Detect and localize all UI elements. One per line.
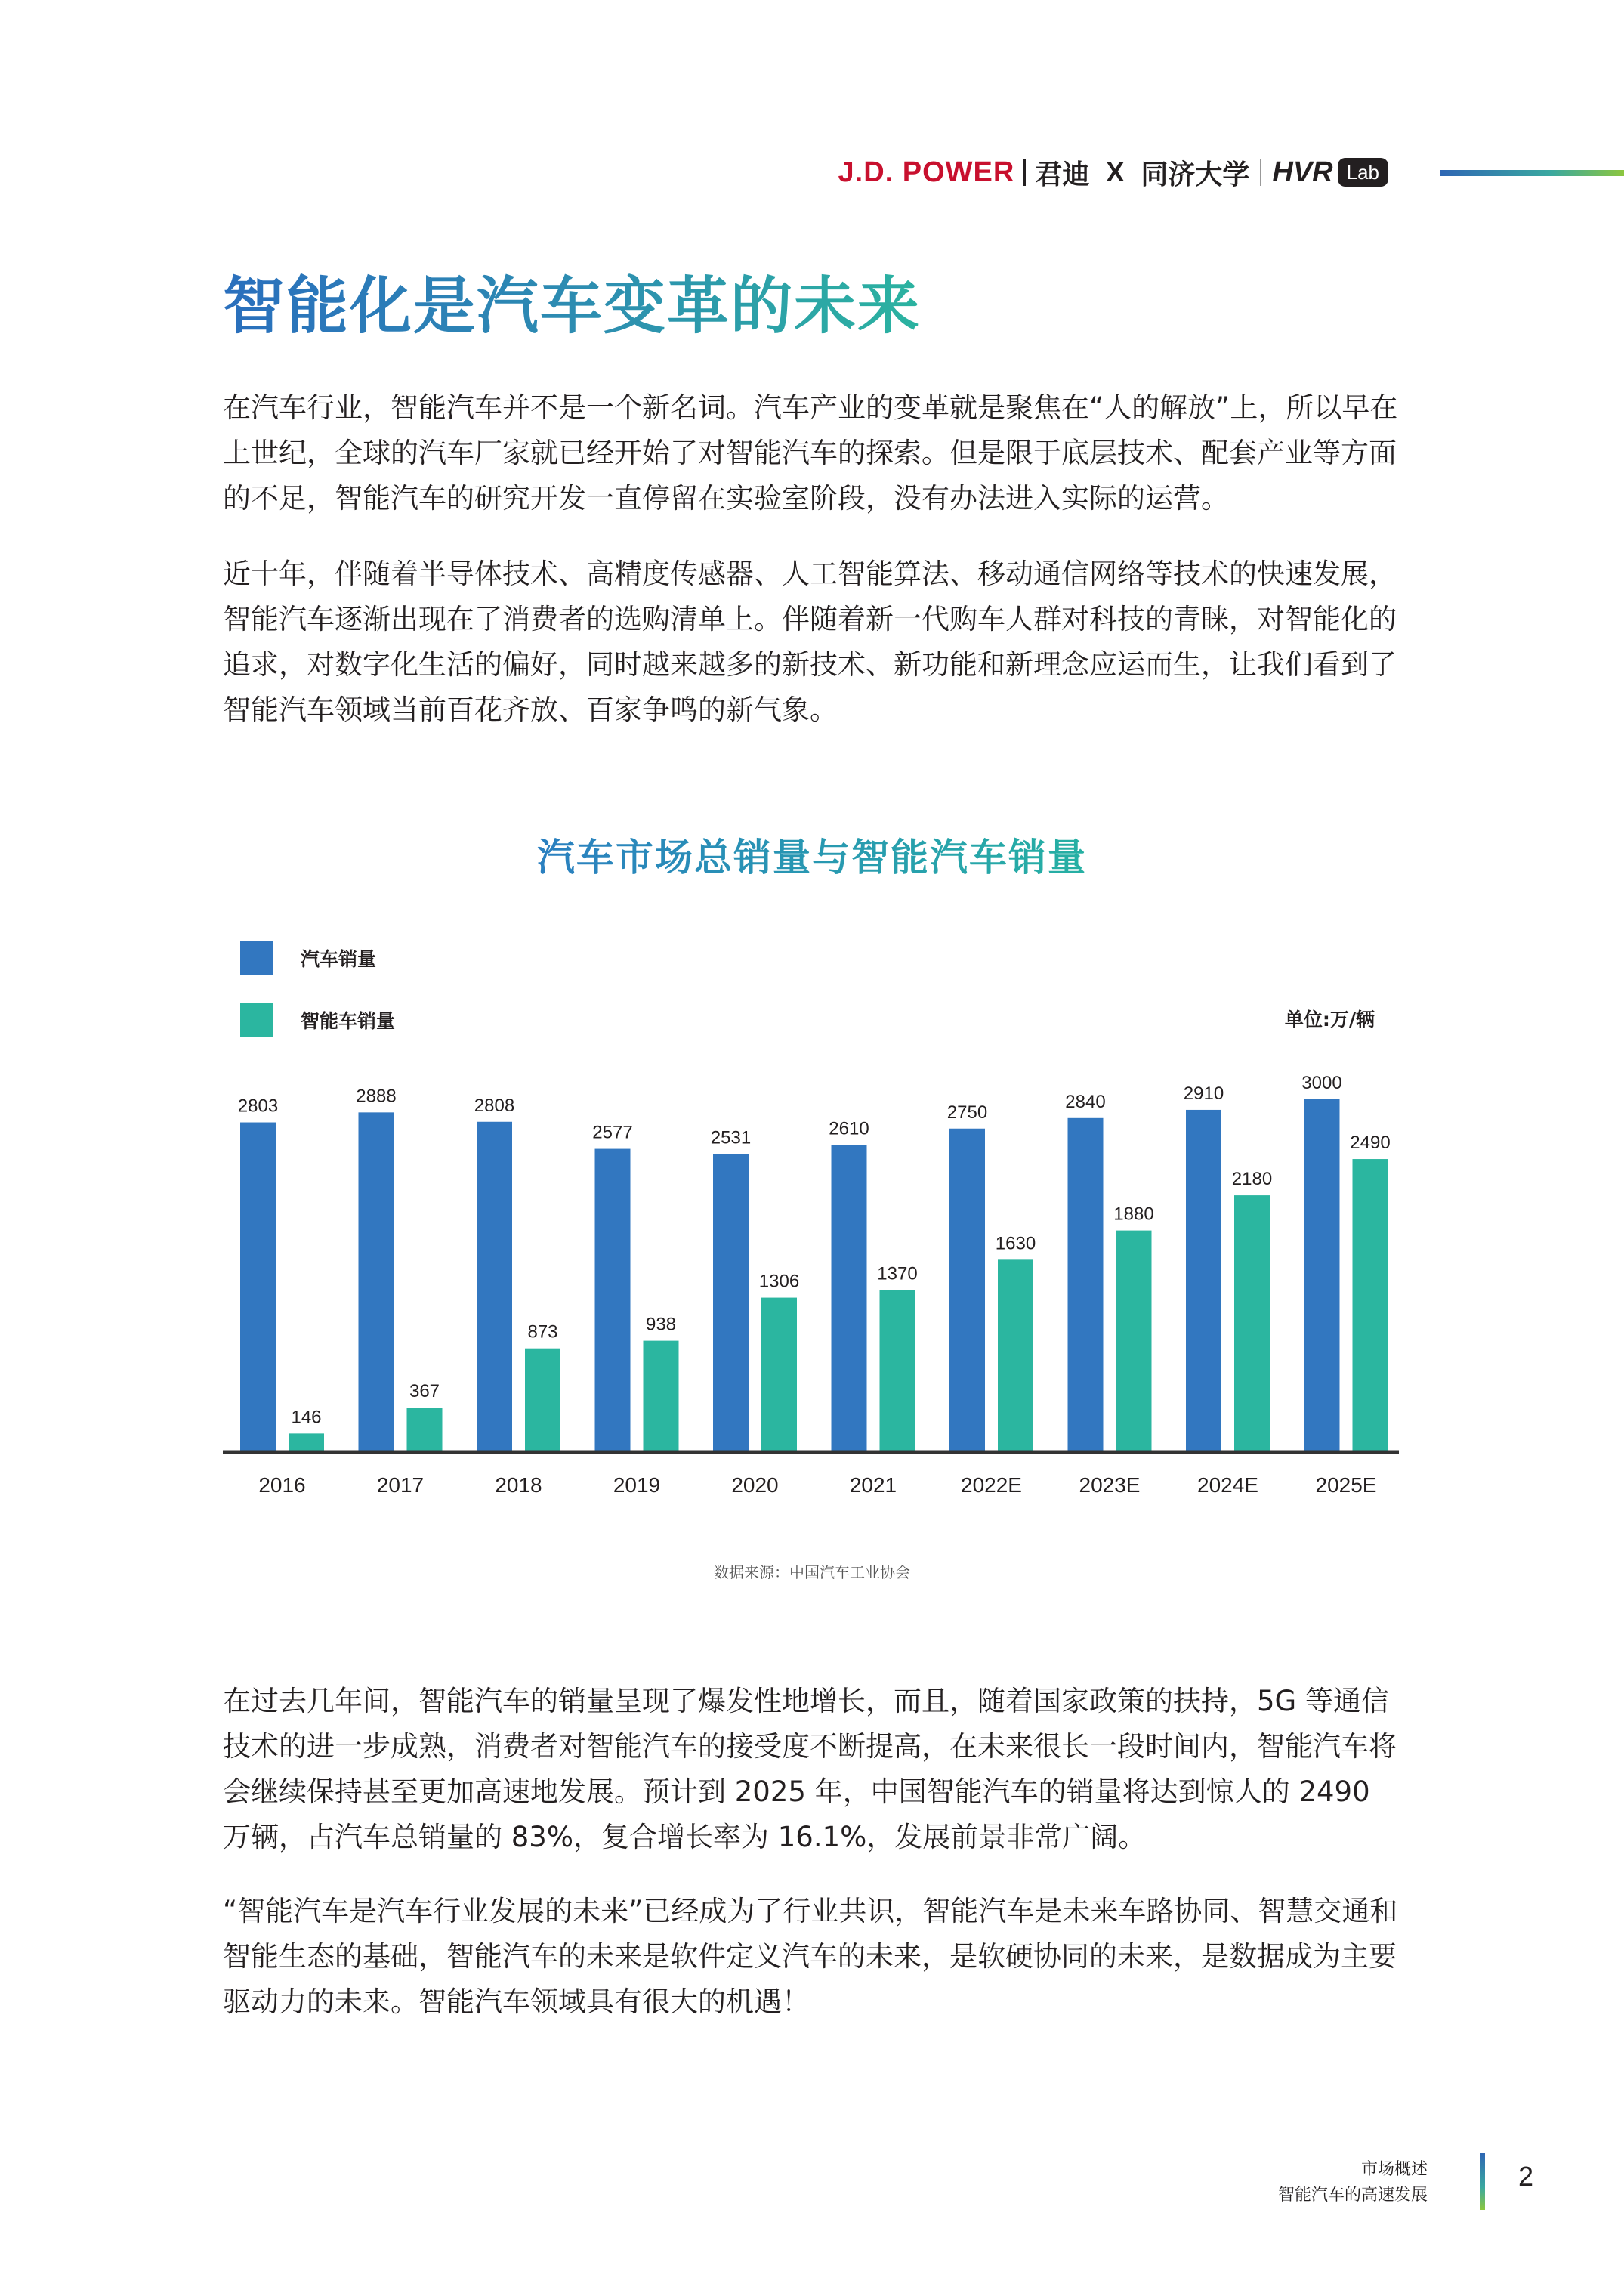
brand-cn: 君迪 [1035, 159, 1090, 190]
data-label-car-sales: 2577 [592, 1122, 633, 1143]
bar-car-sales [1304, 1099, 1340, 1451]
partner-name: 同济大学 [1141, 159, 1250, 190]
data-label-car-sales: 2910 [1183, 1083, 1224, 1104]
data-label-car-sales: 2808 [474, 1095, 515, 1116]
legend-swatch-smart-car-sales [240, 1003, 273, 1037]
jd-power-logo: J.D. POWER [838, 156, 1015, 188]
bar-smart-car-sales [1234, 1195, 1270, 1451]
x-tick-label: 2018 [495, 1473, 542, 1497]
data-label-smart-car-sales: 1880 [1113, 1204, 1154, 1225]
bar-car-sales [713, 1154, 749, 1451]
data-label-car-sales: 3000 [1301, 1073, 1342, 1093]
bar-car-sales [240, 1123, 276, 1451]
x-tick-label: 2025E [1315, 1473, 1377, 1497]
bar-car-sales [477, 1122, 512, 1451]
bar-smart-car-sales [525, 1349, 560, 1451]
paragraph-3: 在过去几年间，智能汽车的销量呈现了爆发性地增长，而且，随着国家政策的扶持，5G 等通信技术的进一步成熟，消费者对智能汽车的接受度不断提高，在未来很长一段时间内，智能汽车将会继续保持甚至更加高速地发展。预计到 2025 年，中国智能汽车的销量将达到惊人的 2490 万辆，占汽车总销量的 83%，复合增长率为 16.1%，发展前景非常广阔。 [223, 1685, 1397, 1853]
data-label-smart-car-sales: 146 [291, 1407, 322, 1428]
header-logo [838, 150, 1388, 195]
chart-title: 汽车市场总销量与智能汽车销量 [537, 836, 1087, 879]
data-label-car-sales: 2531 [710, 1127, 752, 1148]
x-tick-label: 2020 [731, 1473, 779, 1497]
footer-section: 市场概述 [1360, 2160, 1428, 2179]
bar-smart-car-sales [880, 1290, 915, 1451]
bar-smart-car-sales [289, 1433, 324, 1451]
bar-car-sales [949, 1129, 985, 1451]
bar-smart-car-sales [407, 1408, 443, 1451]
lab-badge: Lab [1338, 158, 1388, 187]
chart-unit: 单位:万/辆 [1284, 1009, 1375, 1031]
data-label-smart-car-sales: 2490 [1350, 1133, 1391, 1154]
bar-smart-car-sales [1116, 1231, 1152, 1451]
collab-x: X [1106, 156, 1125, 187]
data-label-car-sales: 2803 [237, 1096, 279, 1117]
bar-car-sales [1186, 1110, 1221, 1451]
hvr-logo: HVR [1272, 156, 1333, 188]
data-label-car-sales: 2888 [356, 1086, 397, 1107]
logo-divider-2 [1260, 159, 1261, 186]
data-label-smart-car-sales: 1306 [758, 1271, 800, 1292]
data-label-smart-car-sales: 367 [409, 1381, 440, 1402]
x-tick-label: 2023E [1079, 1473, 1141, 1497]
data-label-smart-car-sales: 1630 [995, 1233, 1036, 1254]
x-tick-label: 2016 [258, 1473, 306, 1497]
bar-smart-car-sales [1353, 1159, 1388, 1451]
page-title: 智能化是汽车变革的未来 [223, 257, 921, 345]
data-label-smart-car-sales: 1370 [877, 1263, 918, 1284]
bar-smart-car-sales [998, 1259, 1033, 1451]
legend-label-car-sales: 汽车销量 [301, 948, 377, 970]
data-label-smart-car-sales: 873 [527, 1321, 558, 1343]
footer [1278, 2157, 1428, 2208]
logo-divider [1023, 159, 1026, 186]
x-tick-label: 2022E [961, 1473, 1022, 1497]
data-label-car-sales: 2840 [1065, 1091, 1106, 1112]
bar-smart-car-sales [644, 1341, 679, 1451]
page-number: 2 [1518, 2161, 1534, 2192]
bar-car-sales [595, 1149, 631, 1451]
bar-chart [0, 1058, 1624, 1526]
data-label-smart-car-sales: 2180 [1231, 1169, 1273, 1190]
x-tick-label: 2017 [376, 1473, 425, 1497]
data-label-car-sales: 2750 [946, 1102, 988, 1123]
x-tick-label: 2024E [1197, 1473, 1258, 1497]
x-tick-label: 2019 [613, 1473, 661, 1497]
data-label-car-sales: 2610 [829, 1118, 869, 1139]
bar-car-sales [1068, 1118, 1104, 1451]
header-accent-line [1440, 170, 1624, 176]
footer-subsection: 智能汽车的高速发展 [1277, 2186, 1428, 2205]
x-tick-label: 2021 [849, 1473, 897, 1497]
chart-title-wrap [0, 827, 1624, 882]
legend-label-smart-car-sales: 智能车销量 [301, 1010, 396, 1032]
paragraph-2: 近十年，伴随着半导体技术、高精度传感器、人工智能算法、移动通信网络等技术的快速发展，智能汽车逐渐出现在了消费者的选购清单上。伴随着新一代购车人群对科技的青睐，对智能化的追求，对数字化生活的偏好，同时越来越多的新技术、新功能和新理念应运而生，让我们看到了智能汽车领域当前百花齐放、百家争鸣的新气象。 [223, 558, 1397, 726]
legend-item-smart-car-sales [240, 1003, 395, 1037]
legend-swatch-car-sales [240, 941, 273, 975]
data-source: 数据来源：中国汽车工业协会 [714, 1563, 910, 1581]
bar-smart-car-sales [761, 1298, 797, 1451]
legend-item-car-sales [240, 941, 376, 975]
bar-car-sales [359, 1112, 394, 1451]
data-label-smart-car-sales: 938 [645, 1314, 677, 1335]
paragraph-4: “智能汽车是汽车行业发展的未来”已经成为了行业共识，智能汽车是未来车路协同、智慧交通和智能生态的基础，智能汽车的未来是软件定义汽车的未来，是软硬协同的未来，是数据成为主要驱动力的未来。智能汽车领域具有很大的机遇！ [223, 1895, 1398, 2018]
bar-car-sales [832, 1145, 867, 1451]
footer-accent-bar [1480, 2153, 1485, 2210]
paragraph-1: 在汽车行业，智能汽车并不是一个新名词。汽车产业的变革就是聚焦在“人的解放”上，所以早在上世纪，全球的汽车厂家就已经开始了对智能汽车的探索。但是限于底层技术、配套产业等方面的不足，智能汽车的研究开发一直停留在实验室阶段，没有办法进入实际的运营。 [223, 391, 1398, 515]
